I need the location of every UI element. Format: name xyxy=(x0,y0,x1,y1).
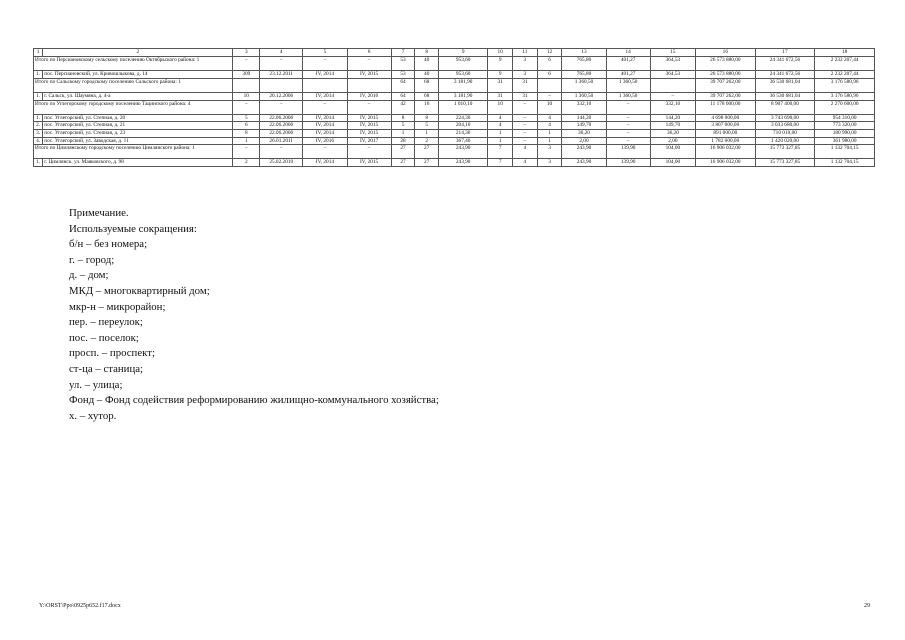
note-subheading: Используемые сокращения: xyxy=(69,222,197,235)
address-cell: г. Сальск, ул. Шаумяна, д. 4-а xyxy=(43,92,233,100)
column-number-header: 10 xyxy=(488,49,513,57)
table-cell: – xyxy=(606,114,650,122)
table-cell: 26 573 880,00 xyxy=(696,57,756,71)
table-cell: 27 xyxy=(391,145,415,159)
address-cell: г. Цимлянск, ул. Маяковского, д. 98 xyxy=(43,159,233,167)
table-cell: 16 xyxy=(415,100,439,114)
table-cell: 64 xyxy=(391,92,415,100)
table-cell: 1 xyxy=(537,129,562,137)
column-number-header: 4 xyxy=(260,49,303,57)
table-cell: 68 xyxy=(415,78,439,92)
table-row xyxy=(34,114,875,122)
table-cell: 1 xyxy=(488,129,513,137)
table-cell: IV, 2016 xyxy=(303,137,347,145)
table-cell: – xyxy=(606,100,650,114)
table-cell: 5 xyxy=(233,114,260,122)
table-cell: 1 782 000,00 xyxy=(696,137,756,145)
table-cell: 401,27 xyxy=(606,71,650,79)
column-number-header: 13 xyxy=(562,49,606,57)
table-cell: 1 420 020,00 xyxy=(755,137,815,145)
table-cell: IV, 2014 xyxy=(303,71,347,79)
table-cell: 16 906 032,00 xyxy=(696,159,756,167)
table-cell: 953,60 xyxy=(439,71,488,79)
table-cell: – xyxy=(513,137,538,145)
table-cell: 2 270 600,00 xyxy=(815,100,875,114)
row-number-cell: 1. xyxy=(34,92,43,100)
table-cell: 15 773 327,85 xyxy=(755,145,815,159)
table-cell: 773 320,00 xyxy=(815,122,875,130)
table-cell xyxy=(233,78,260,92)
table-cell: 42 xyxy=(391,100,415,114)
table-cell: 2 232 207,44 xyxy=(815,71,875,79)
table-cell: IV, 2014 xyxy=(303,159,347,167)
table-cell: 1 132 704,15 xyxy=(815,159,875,167)
table-cell: 7 xyxy=(488,159,513,167)
subtotal-row xyxy=(34,100,875,114)
table-cell: 31 xyxy=(513,92,538,100)
table-cell: 3 181,90 xyxy=(439,92,488,100)
note-line: г. – город; xyxy=(69,253,115,266)
subtotal-label: Итого по Сальскому городскому поселению Сальского района: 1 xyxy=(34,78,233,92)
table-cell: 10 xyxy=(537,100,562,114)
page-number: 29 xyxy=(864,603,870,609)
table-cell: 10 xyxy=(233,92,260,100)
table-row xyxy=(34,137,875,145)
table-cell xyxy=(303,78,347,92)
table-cell: 3 807 000,00 xyxy=(696,122,756,130)
table-cell: 1 360,50 xyxy=(562,78,606,92)
table-cell: 25.02.2010 xyxy=(260,159,303,167)
table-cell: 4 xyxy=(513,159,538,167)
table-cell: 11 178 000,00 xyxy=(696,100,756,114)
table-cell: 1 xyxy=(391,129,415,137)
table-cell xyxy=(260,78,303,92)
table-cell: – xyxy=(303,145,347,159)
subtotal-row xyxy=(34,57,875,71)
table-cell: 26 573 880,00 xyxy=(696,71,756,79)
table-cell: 53 xyxy=(391,71,415,79)
table-cell: 7 xyxy=(488,145,513,159)
column-number-header: 6 xyxy=(347,49,391,57)
subtotal-label: Итого по Углегорскому городскому поселению Тацинского района: 4 xyxy=(34,100,233,114)
footer-file-path: Y:\ORST\Ppo\0925p652.f17.docx xyxy=(39,603,121,609)
table-cell: 27 xyxy=(415,159,439,167)
table-cell: 1 360,50 xyxy=(562,92,606,100)
table-cell: 891 000,00 xyxy=(696,129,756,137)
column-number-header: 14 xyxy=(606,49,650,57)
note-line: ул. – улица; xyxy=(69,378,123,391)
note-line: ст-ца – станица; xyxy=(69,362,144,375)
table-cell: 36,20 xyxy=(650,129,695,137)
table-cell: 2 xyxy=(233,159,260,167)
table-cell: 68 xyxy=(415,92,439,100)
table-cell: 36,20 xyxy=(562,129,606,137)
table-cell: 9 xyxy=(488,57,513,71)
table-cell: 22.06.2006 xyxy=(260,114,303,122)
table-cell: 361 980,00 xyxy=(815,137,875,145)
table-cell: 710 010,00 xyxy=(755,129,815,137)
table-cell: 4 xyxy=(537,122,562,130)
note-line: х. – хутор. xyxy=(69,409,117,422)
table-cell: 6 xyxy=(537,57,562,71)
table-cell: 27 xyxy=(415,145,439,159)
table-cell: IV, 2017 xyxy=(347,137,391,145)
table-cell: 53 xyxy=(391,57,415,71)
table-cell: 2,00 xyxy=(562,137,606,145)
table-cell: 9 xyxy=(488,71,513,79)
table-cell: 104,00 xyxy=(650,159,695,167)
table-cell: 3 181,90 xyxy=(439,78,488,92)
table-cell: 31 xyxy=(488,92,513,100)
column-number-header: 7 xyxy=(391,49,415,57)
note-line: просп. – проспект; xyxy=(69,347,155,360)
row-number-cell: 1. xyxy=(34,71,43,79)
table-row xyxy=(34,159,875,167)
table-header-row xyxy=(34,49,875,57)
table-cell: – xyxy=(347,57,391,71)
table-cell: 31 xyxy=(488,78,513,92)
table-cell: 4 xyxy=(488,114,513,122)
table-cell: 364,53 xyxy=(650,57,695,71)
column-number-header: 8 xyxy=(415,49,439,57)
table-cell: 3 xyxy=(513,57,538,71)
column-number-header: 5 xyxy=(303,49,347,57)
table-cell: 765,80 xyxy=(562,57,606,71)
column-number-header: 9 xyxy=(439,49,488,57)
table-cell: 27 xyxy=(391,159,415,167)
table-cell: 3 xyxy=(513,71,538,79)
table-cell: 36 530 681,04 xyxy=(755,78,815,92)
table-cell: 4 xyxy=(513,145,538,159)
table-cell: 139,90 xyxy=(606,145,650,159)
table-cell: 3 176 580,96 xyxy=(815,78,875,92)
column-number-header: 16 xyxy=(696,49,756,57)
table-cell: 180 990,00 xyxy=(815,129,875,137)
table-cell: – xyxy=(347,145,391,159)
table-cell: 3 033 680,00 xyxy=(755,122,815,130)
table-cell: 23.12.2011 xyxy=(260,71,303,79)
table-cell: – xyxy=(606,129,650,137)
table-cell: 3 xyxy=(537,145,562,159)
note-line: Фонд – Фонд содействия реформированию жилищно-коммунального хозяйства; xyxy=(69,394,439,407)
table-cell: 332,10 xyxy=(562,100,606,114)
table-cell: 2,00 xyxy=(650,137,695,145)
row-number-cell: 4. xyxy=(34,137,43,145)
table-cell: 367,40 xyxy=(439,137,488,145)
table-cell: – xyxy=(233,100,260,114)
table-cell: 401,27 xyxy=(606,57,650,71)
row-number-cell: 1. xyxy=(34,159,43,167)
subtotal-label: Итого по Цимлянскому городскому поселению Цимлянского района: 1 xyxy=(34,145,233,159)
table-cell: 765,80 xyxy=(562,71,606,79)
table-cell: IV, 2015 xyxy=(347,159,391,167)
table-cell: 31 xyxy=(513,78,538,92)
table-cell: 26.01.2011 xyxy=(260,137,303,145)
table-cell: 8 xyxy=(415,114,439,122)
table-cell: 2 232 207,44 xyxy=(815,57,875,71)
table-cell: 149,70 xyxy=(650,122,695,130)
row-number-cell: 2. xyxy=(34,122,43,130)
address-cell: пос. Персиановский, ул. Кривошлыкова, д. 14 xyxy=(43,71,233,79)
table-cell: 1 132 704,15 xyxy=(815,145,875,159)
table-cell: 39 707 262,00 xyxy=(696,78,756,92)
table-cell: – xyxy=(260,145,303,159)
note-line: мкр-н – микрорайон; xyxy=(69,300,166,313)
table-cell: 149,70 xyxy=(562,122,606,130)
table-cell: 6 xyxy=(233,122,260,130)
table-cell: IV, 2016 xyxy=(347,92,391,100)
table-cell: 40 xyxy=(415,71,439,79)
table-cell: 20.12.2006 xyxy=(260,92,303,100)
table-cell: 1 xyxy=(488,137,513,145)
table-cell: 22.06.2006 xyxy=(260,122,303,130)
subtotal-row xyxy=(34,78,875,92)
table-cell: IV, 2014 xyxy=(303,92,347,100)
column-number-header: 15 xyxy=(650,49,695,57)
table-cell: 243,90 xyxy=(439,145,488,159)
table-cell: 1 xyxy=(537,137,562,145)
table-cell: 104,00 xyxy=(650,145,695,159)
note-line: д. – дом; xyxy=(69,269,109,282)
table-cell: – xyxy=(513,114,538,122)
table-cell: 309 xyxy=(233,71,260,79)
table-cell: 4 xyxy=(488,122,513,130)
table-row xyxy=(34,129,875,137)
table-cell: 3 743 690,00 xyxy=(755,114,815,122)
table-cell: 953,60 xyxy=(439,57,488,71)
table-cell: 5 xyxy=(415,122,439,130)
table-cell: – xyxy=(513,100,538,114)
table-cell: – xyxy=(303,100,347,114)
table-cell: 8 907 400,00 xyxy=(755,100,815,114)
table-row xyxy=(34,122,875,130)
table-cell xyxy=(650,78,695,92)
address-cell: пос. Углегорский, ул. Степная, д. 20 xyxy=(43,114,233,122)
note-heading: Примечание. xyxy=(69,207,129,219)
table-cell: – xyxy=(260,100,303,114)
table-cell: 144,20 xyxy=(562,114,606,122)
table-cell: IV, 2014 xyxy=(303,129,347,137)
row-number-cell: 1. xyxy=(34,114,43,122)
table-cell: – xyxy=(513,129,538,137)
table-cell: – xyxy=(303,57,347,71)
table-cell: 1 xyxy=(233,137,260,145)
table-cell: 243,90 xyxy=(562,159,606,167)
table-cell: – xyxy=(347,100,391,114)
table-cell: IV, 2014 xyxy=(303,114,347,122)
column-number-header: 1 xyxy=(34,49,43,57)
table-cell: – xyxy=(650,92,695,100)
table-cell: 24 341 672,56 xyxy=(755,71,815,79)
table-cell: 5 xyxy=(391,122,415,130)
table-cell: 39 707 262,00 xyxy=(696,92,756,100)
table-cell: – xyxy=(537,92,562,100)
table-cell xyxy=(537,78,562,92)
table-row xyxy=(34,71,875,79)
table-row xyxy=(34,92,875,100)
row-number-cell: 3. xyxy=(34,129,43,137)
subtotal-row xyxy=(34,145,875,159)
table-cell: 204,10 xyxy=(439,122,488,130)
table-cell: 15 773 327,85 xyxy=(755,159,815,167)
table-cell: 224,30 xyxy=(439,114,488,122)
table-cell: IV, 2014 xyxy=(303,122,347,130)
table-cell: 364,53 xyxy=(650,71,695,79)
table-cell: 144,20 xyxy=(650,114,695,122)
note-line: пер. – переулок; xyxy=(69,316,143,329)
address-cell: пос. Углегорский, ул. Степная, д. 21 xyxy=(43,122,233,130)
table-cell: 4 xyxy=(537,114,562,122)
table-cell: – xyxy=(233,57,260,71)
table-cell: – xyxy=(513,122,538,130)
table-cell: IV, 2015 xyxy=(347,129,391,137)
table-cell: 8 xyxy=(391,114,415,122)
housing-program-table xyxy=(33,48,875,167)
table-cell: – xyxy=(606,122,650,130)
table-cell: – xyxy=(260,57,303,71)
table-cell: 1 010,10 xyxy=(439,100,488,114)
table-cell: – xyxy=(606,137,650,145)
abbreviations-note xyxy=(69,206,439,424)
note-line: МКД – многоквартирный дом; xyxy=(69,284,210,297)
table-cell: 954 310,00 xyxy=(815,114,875,122)
table-cell: 243,90 xyxy=(562,145,606,159)
table-cell: 10 xyxy=(488,100,513,114)
table-cell: 139,90 xyxy=(606,159,650,167)
column-number-header: 12 xyxy=(537,49,562,57)
address-cell: пос. Углегорский, ул. Заводская, д. 11 xyxy=(43,137,233,145)
table-cell: 3 xyxy=(537,159,562,167)
table-cell: 28 xyxy=(391,137,415,145)
column-number-header: 18 xyxy=(815,49,875,57)
column-number-header: 11 xyxy=(513,49,538,57)
column-number-header: 2 xyxy=(43,49,233,57)
table-cell: 243,90 xyxy=(439,159,488,167)
column-number-header: 17 xyxy=(755,49,815,57)
table-cell: 1 360,50 xyxy=(606,92,650,100)
table-cell: 332,10 xyxy=(650,100,695,114)
table-cell: 6 xyxy=(537,71,562,79)
table-cell: 22.06.2006 xyxy=(260,129,303,137)
table-cell: IV, 2015 xyxy=(347,122,391,130)
table-cell: – xyxy=(233,145,260,159)
table-cell: 16 906 032,00 xyxy=(696,145,756,159)
table-cell: IV, 2015 xyxy=(347,71,391,79)
table-cell: 8 xyxy=(233,129,260,137)
table-cell xyxy=(347,78,391,92)
table-cell: 40 xyxy=(415,57,439,71)
note-line: пос. – поселок; xyxy=(69,331,139,344)
table-cell: 2 xyxy=(415,137,439,145)
table-cell: 64 xyxy=(391,78,415,92)
table-cell: 1 360,50 xyxy=(606,78,650,92)
table-cell: IV, 2015 xyxy=(347,114,391,122)
table-cell: 36 530 681,04 xyxy=(755,92,815,100)
column-number-header: 3 xyxy=(233,49,260,57)
table-cell: 214,30 xyxy=(439,129,488,137)
table-cell: 4 698 000,00 xyxy=(696,114,756,122)
note-line: б/н – без номера; xyxy=(69,238,148,251)
subtotal-label: Итого по Персиановскому сельскому поселению Октябрьского района: 1 xyxy=(34,57,233,71)
table-cell: 3 176 580,96 xyxy=(815,92,875,100)
address-cell: пос. Углегорский, ул. Степная, д. 23 xyxy=(43,129,233,137)
table-cell: 24 341 672,56 xyxy=(755,57,815,71)
table-cell: 1 xyxy=(415,129,439,137)
